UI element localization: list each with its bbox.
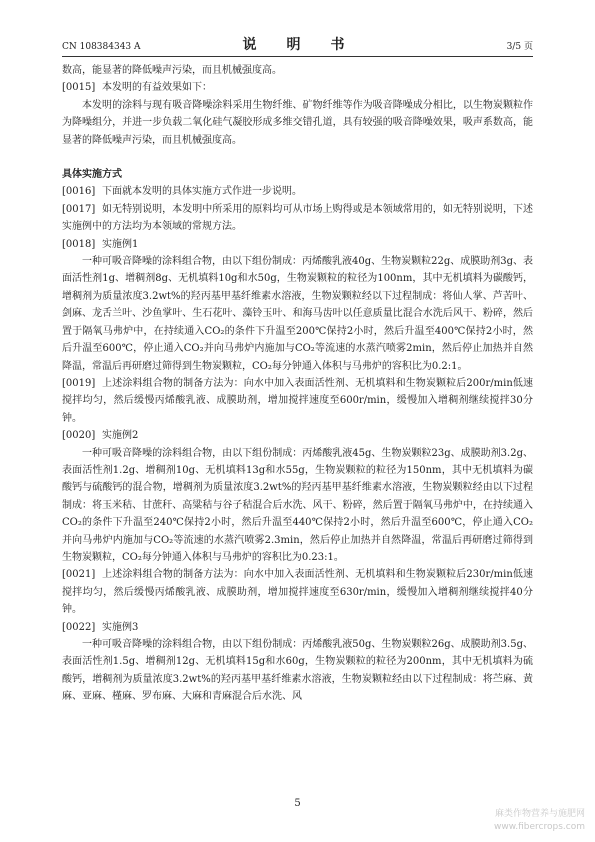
- page-number: 5: [294, 798, 301, 809]
- paragraph-0020: [62, 427, 533, 444]
- paragraph-0015-body: 本发明的涂料与现有吸音降噪涂料采用生物纤维、矿物纤维等作为吸音降噪成分相比，以生物炭颗粒作为降噪组分，并进一步负载二氧化硅气凝胶形成多维交错孔道，具有较强的吸音降噪效果，吸声系数高，能显著的降低噪声污染，而且机械强度高。: [62, 99, 533, 146]
- paragraph-0022-body: 一种可吸音降噪的涂料组合物，由以下组份制成：丙烯酸乳液50g、生物炭颗粒26g、成膜助剂3.5g、表面活性剂1.5g、增稠剂12g、无机填料15g和水60g，生物炭颗粒的粒径为200nm，其中无机填料为硫酸钙，增稠剂为质量浓度3.2wt%的羟丙基甲基纤维素水溶液，生物炭颗粒经由以下过程制成：将苎麻、黄麻、亚麻、槿麻、罗布麻、大麻和青麻混合后水洗、风: [62, 639, 533, 703]
- patent-number: CN 108384343 A: [62, 42, 141, 52]
- paragraph-text: 如无特别说明，本发明中所采用的原料均可从市场上购得或是本领域常用的，如无特别说明，下述实施例中的方法均为本领域的常规方法。: [62, 203, 533, 233]
- paragraph-number: [0017]: [62, 203, 96, 215]
- paragraph-0018: [62, 236, 533, 253]
- paragraph-text: 下面就本发明的具体实施方式作进一步说明。: [102, 186, 302, 198]
- section-title: 具体实施方式: [62, 169, 122, 181]
- paragraph-text: 上述涂料组合物的制备方法为：向水中加入表面活性剂、无机填料和生物炭颗粒后200r/min低速搅拌均匀，然后缓慢丙烯酸乳液、成膜助剂，增加搅拌速度至600r/min，缓慢加入增稠剂继续搅拌30分钟。: [62, 377, 533, 424]
- paragraph-number: [0015]: [62, 82, 96, 94]
- paragraph-0016: [62, 183, 533, 200]
- paragraph-text: 本发明的有益效果如下：: [102, 82, 212, 94]
- paragraph-0019: [62, 375, 533, 427]
- example-title: 实施例2: [102, 430, 139, 442]
- example-title: 实施例3: [102, 621, 139, 633]
- paragraph-number: [0019]: [62, 377, 96, 389]
- paragraph-0017: [62, 201, 533, 236]
- paragraph-0015: [62, 79, 533, 96]
- page-ratio: 3/5 页: [506, 42, 533, 52]
- paragraph-0022: [62, 619, 533, 636]
- continued-line: 数高，能显著的降低噪声污染，而且机械强度高。: [62, 65, 282, 76]
- paragraph-number: [0016]: [62, 186, 96, 198]
- paragraph-number: [0018]: [62, 238, 96, 250]
- paragraph-text: 上述涂料组合物的制备方法为：向水中加入表面活性剂、无机填料和生物炭颗粒后230r/min低速搅拌均匀，然后缓慢丙烯酸乳液、成膜助剂，增加搅拌速度至630r/min，缓慢加入增稠剂继续搅拌40分钟。: [62, 569, 533, 616]
- paragraph-number: [0020]: [62, 430, 96, 442]
- paragraph-0021: [62, 566, 533, 618]
- watermark-url: www.fibercrops.com: [494, 822, 585, 832]
- site-watermark: [494, 808, 585, 834]
- paragraph-number: [0021]: [62, 569, 96, 581]
- paragraph-0018-body: 一种可吸音降噪的涂料组合物，由以下组份制成：丙烯酸乳液40g、生物炭颗粒22g、成膜助剂3g、表面活性剂1g、增稠剂8g、无机填料10g和水50g，生物炭颗粒的粒径为100nm，其中无机填料为碳酸钙，增稠剂为质量浓度3.2wt%的羟丙基甲基纤维素水溶液，生物炭颗粒经以下过程制成：将仙人掌、芦苦叶、剑麻、龙舌兰叶、沙鱼掌叶、生石花叶、藻铃玉叶、和海马齿叶以任意质量比混合水洗后风干、粉碎，然后置于隔氧马弗炉中，在持续通入CO₂的条件下升温至200℃保持2小时，然后升温至400℃保持2小时，然后升温至600℃，停止通入CO₂并向马弗炉内施加与CO₂等流速的水蒸汽喷雾2min，然后停止加热并自然降温，常温后再研磨过筛得到生物炭颗粒，CO₂每分钟通入体积与马弗炉的容积比为0.2:1。: [62, 256, 534, 372]
- watermark-title: 麻类作物营养与施肥网: [494, 809, 585, 819]
- example-title: 实施例1: [102, 238, 139, 250]
- paragraph-0020-body: 一种可吸音降噪的涂料组合物，由以下组份制成：丙烯酸乳液45g、生物炭颗粒23g、成膜助剂3.2g、表面活性剂1.2g、增稠剂10g、无机填料13g和水55g，生物炭颗粒的粒径为150nm，其中无机填料为碳酸钙与硫酸钙的混合物，增稠剂为质量浓度3.2wt%的羟丙基甲基纤维素水溶液，生物炭颗粒经由以下过程制成：将玉米秸、甘蔗秆、高粱秸与谷子秸混合后水洗、风干、粉碎，然后置于隔氧马弗炉中，在持续通入CO₂的条件下升温至240℃保持2小时，然后升温至440℃保持2小时，然后升温至600℃，停止通入CO₂并向马弗炉内施加与CO₂等流速的水蒸汽喷雾2.3min，然后停止加热并自然降温，常温后再研磨过筛得到生物炭颗粒，CO₂每分钟通入体积与马弗炉的容积比为0.23:1。: [62, 447, 533, 563]
- paragraph-number: [0022]: [62, 621, 96, 633]
- document-body: [62, 62, 533, 706]
- document-title: 说 明 书: [242, 37, 353, 53]
- page-header: [62, 36, 533, 57]
